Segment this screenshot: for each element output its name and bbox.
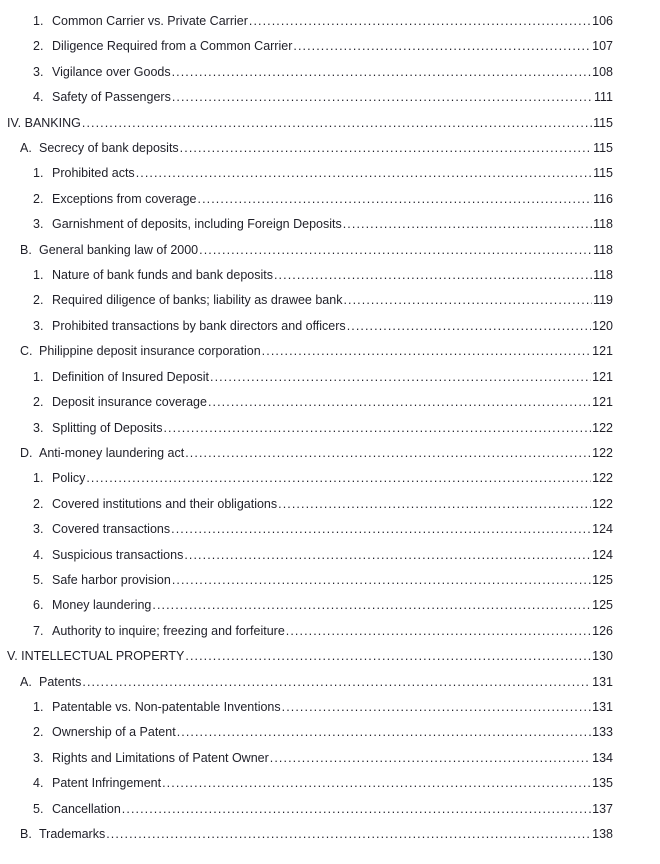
toc-entry-title: Anti-money laundering act	[39, 445, 185, 460]
toc-dot-leader	[177, 720, 591, 745]
toc-entry-marker: 1.	[33, 369, 44, 384]
toc-entry-marker: 1.	[33, 471, 44, 486]
toc-entry-page-number: 121	[592, 344, 613, 359]
toc-entry-title: Authority to inquire; freezing and forfeiture	[52, 623, 285, 638]
toc-entry-page-number: 108	[592, 64, 613, 79]
toc-entry-title: Ownership of a Patent	[52, 725, 176, 740]
toc-row	[0, 365, 613, 390]
toc-entry-title: Safety of Passengers	[52, 90, 171, 105]
toc-entry-title: Cancellation	[52, 801, 121, 816]
toc-entry-marker: 5.	[33, 572, 44, 587]
toc-row	[0, 619, 613, 644]
toc-dot-leader	[274, 263, 592, 288]
toc-dot-leader	[343, 288, 592, 313]
toc-dot-leader	[185, 644, 591, 669]
toc-entry-page-number: 125	[592, 572, 613, 587]
toc-entry-page-number: 137	[592, 801, 613, 816]
toc-dot-leader	[199, 238, 592, 263]
toc-row	[0, 288, 613, 313]
toc-entry-page-number: 119	[593, 293, 613, 308]
toc-entry-marker: 3.	[33, 217, 44, 232]
toc-entry-title: Exceptions from coverage	[52, 191, 197, 206]
toc-entry-marker: 3.	[33, 64, 44, 79]
toc-entry-marker: 2.	[33, 191, 44, 206]
toc-entry-page-number: 107	[592, 39, 613, 54]
toc-entry-title: Garnishment of deposits, including Foreign Deposits	[52, 217, 342, 232]
toc-dot-leader	[343, 212, 592, 237]
toc-entry-page-number: 125	[592, 598, 613, 613]
toc-entry-title: Covered transactions	[52, 522, 171, 537]
toc-entry-page-number: 118	[593, 268, 613, 283]
toc-entry-marker: 2.	[33, 293, 44, 308]
toc-entry-marker: 2.	[33, 395, 44, 410]
toc-dot-leader	[185, 441, 591, 466]
toc-dot-leader	[282, 695, 592, 720]
toc-entry-title: Splitting of Deposits	[52, 420, 163, 435]
toc-entry-title: Money laundering	[52, 598, 152, 613]
toc-entry-title: Deposit insurance coverage	[52, 395, 207, 410]
toc-entry-page-number: 116	[593, 191, 613, 206]
toc-row	[0, 212, 613, 237]
toc-entry-page-number: 115	[593, 141, 613, 156]
toc-dot-leader	[293, 34, 591, 59]
toc-entry-page-number: 133	[592, 725, 613, 740]
toc-row	[0, 695, 613, 720]
toc-entry-title: Safe harbor provision	[52, 572, 171, 587]
toc-dot-leader	[184, 543, 591, 568]
toc-entry-title: Common Carrier vs. Private Carrier	[52, 14, 248, 28]
toc-entry-title: Secrecy of bank deposits	[39, 141, 179, 156]
toc-entry-marker: 5.	[33, 801, 44, 816]
toc-entry-marker: 3.	[33, 420, 44, 435]
toc-row	[0, 136, 613, 161]
toc-dot-leader	[249, 9, 591, 34]
toc-row	[0, 34, 613, 59]
toc-dot-leader	[198, 187, 593, 212]
toc-entry-marker: 1.	[33, 166, 44, 181]
toc-row	[0, 568, 613, 593]
toc-row	[0, 670, 613, 695]
toc-entry-title: Covered institutions and their obligations	[52, 496, 278, 511]
toc-entry-page-number: 122	[592, 420, 613, 435]
toc-row	[0, 644, 613, 669]
toc-entry-page-number: 118	[593, 242, 613, 257]
toc-entry-marker: 3.	[33, 750, 44, 765]
toc-dot-leader	[82, 111, 592, 136]
toc-entry-title: Definition of Insured Deposit	[52, 369, 210, 384]
toc-entry-marker: 2.	[33, 39, 44, 54]
toc-dot-leader	[106, 822, 591, 847]
toc-entry-marker: 1.	[33, 14, 44, 28]
toc-entry-title: Prohibited transactions by bank directors and officers	[52, 318, 346, 333]
toc-row	[0, 339, 613, 364]
toc-entry-page-number: 131	[592, 699, 613, 714]
toc-dot-leader	[136, 161, 592, 186]
toc-entry-page-number: 124	[592, 547, 613, 562]
toc-row	[0, 543, 613, 568]
toc-entry-marker: 4.	[33, 90, 44, 105]
toc-entry-page-number: 138	[592, 827, 613, 841]
toc-entry-marker: 3.	[33, 522, 44, 537]
toc-entry-marker: 1.	[33, 699, 44, 714]
toc-row	[0, 441, 613, 466]
toc-entry-page-number: 122	[592, 471, 613, 486]
toc-entry-title: Philippine deposit insurance corporation	[39, 344, 261, 359]
toc-entry-marker: A.	[20, 674, 32, 689]
toc-entry-marker: 3.	[33, 318, 44, 333]
toc-row	[0, 771, 613, 796]
toc-entry-title: V. INTELLECTUAL PROPERTY	[7, 649, 185, 664]
toc-dot-leader	[172, 85, 593, 110]
toc-entry-marker: 7.	[33, 623, 44, 638]
toc-entry-page-number: 126	[592, 623, 613, 638]
toc-row	[0, 263, 613, 288]
toc-entry-page-number: 111	[593, 90, 613, 105]
toc-entry-page-number: 131	[592, 674, 613, 689]
toc-dot-leader	[172, 60, 592, 85]
toc-entry-page-number: 121	[592, 369, 613, 384]
toc-entry-title: Patentable vs. Non-patentable Inventions	[52, 699, 281, 714]
toc-dot-leader	[210, 365, 591, 390]
toc-entry-page-number: 106	[592, 14, 613, 28]
toc-row	[0, 416, 613, 441]
toc-entry-title: General banking law of 2000	[39, 242, 199, 257]
toc-entry-marker: 4.	[33, 547, 44, 562]
toc-row	[0, 111, 613, 136]
toc-row	[0, 492, 613, 517]
toc-dot-leader	[262, 339, 591, 364]
toc-entry-page-number: 134	[592, 750, 613, 765]
toc-entry-title: Prohibited acts	[52, 166, 135, 181]
toc-entry-title: Patent Infringement	[52, 776, 162, 791]
toc-dot-leader	[163, 416, 591, 441]
toc-dot-leader	[171, 517, 591, 542]
toc-entry-page-number: 124	[592, 522, 613, 537]
toc-row	[0, 720, 613, 745]
toc-dot-leader	[286, 619, 591, 644]
toc-dot-leader	[172, 568, 591, 593]
toc-row	[0, 60, 613, 85]
toc-row	[0, 746, 613, 771]
toc-entry-marker: 6.	[33, 598, 44, 613]
toc-dot-leader	[152, 593, 591, 618]
toc-row	[0, 390, 613, 415]
toc-entry-title: IV. BANKING	[7, 115, 81, 130]
toc-entry-page-number: 122	[592, 445, 613, 460]
toc-dot-leader	[180, 136, 592, 161]
toc-entry-title: Trademarks	[39, 827, 106, 841]
toc-row	[0, 161, 613, 186]
toc-row	[0, 517, 613, 542]
toc-entry-marker: 4.	[33, 776, 44, 791]
toc-row	[0, 314, 613, 339]
toc-dot-leader	[86, 466, 591, 491]
toc-row	[0, 593, 613, 618]
toc-dot-leader	[162, 771, 591, 796]
toc-row	[0, 238, 613, 263]
toc-entry-marker: C.	[20, 344, 33, 359]
toc-row	[0, 466, 613, 491]
toc-dot-leader	[347, 314, 591, 339]
toc-entry-title: Suspicious transactions	[52, 547, 184, 562]
toc-dot-leader	[270, 746, 591, 771]
toc-entry-title: Policy	[52, 471, 86, 486]
toc-entry-title: Patents	[39, 674, 82, 689]
toc-entry-title: Rights and Limitations of Patent Owner	[52, 750, 269, 765]
toc-entry-page-number: 130	[592, 649, 613, 664]
toc-row	[0, 9, 613, 34]
toc-entry-title: Diligence Required from a Common Carrier	[52, 39, 293, 54]
toc-entry-page-number: 115	[593, 115, 613, 130]
toc-entry-page-number: 121	[592, 395, 613, 410]
toc-dot-leader	[208, 390, 591, 415]
toc-entry-marker: 1.	[33, 268, 44, 283]
toc-entry-page-number: 120	[592, 318, 613, 333]
toc-entry-marker: 2.	[33, 496, 44, 511]
toc-entry-page-number: 118	[593, 217, 613, 232]
toc-entry-marker: B.	[20, 242, 32, 257]
toc-entry-marker: D.	[20, 445, 33, 460]
toc-entry-marker: 2.	[33, 725, 44, 740]
toc-entry-page-number: 135	[592, 776, 613, 791]
toc-row	[0, 187, 613, 212]
table-of-contents	[0, 9, 613, 847]
toc-entry-marker: B.	[20, 827, 32, 841]
toc-entry-marker: A.	[20, 141, 32, 156]
toc-entry-page-number: 115	[593, 166, 613, 181]
toc-dot-leader	[122, 797, 591, 822]
toc-row	[0, 797, 613, 822]
toc-row	[0, 822, 613, 847]
toc-entry-title: Vigilance over Goods	[52, 64, 171, 79]
toc-entry-title: Required diligence of banks; liability as drawee bank	[52, 293, 343, 308]
toc-entry-title: Nature of bank funds and bank deposits	[52, 268, 273, 283]
toc-entry-page-number: 122	[592, 496, 613, 511]
toc-dot-leader	[278, 492, 591, 517]
toc-dot-leader	[82, 670, 591, 695]
toc-row	[0, 85, 613, 110]
